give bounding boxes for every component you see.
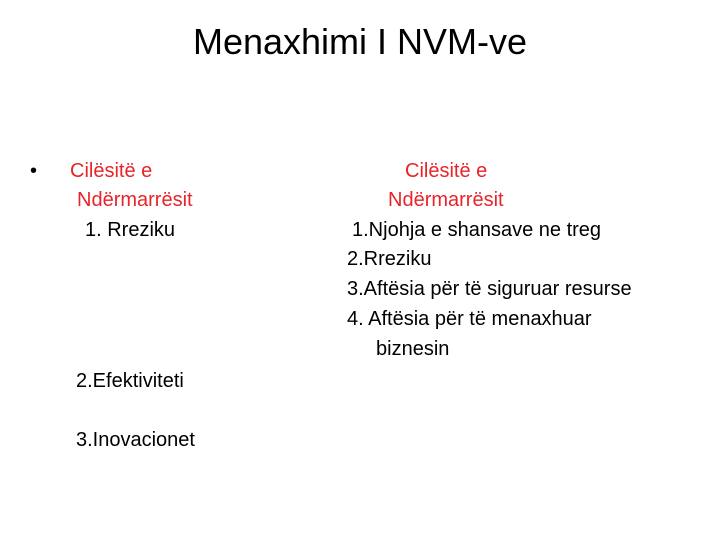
right-heading-line2: Ndërmarrësit	[388, 189, 504, 211]
left-item-1: 1. Rreziku	[85, 219, 176, 241]
left-item-2: 2.Efektiviteti	[76, 370, 184, 392]
left-heading-line1: Cilësitë e	[70, 160, 153, 182]
bullet-dot-icon: •	[30, 160, 38, 182]
right-item-4-continued: biznesin	[376, 338, 450, 360]
slide-title: Menaxhimi I NVM-ve	[192, 21, 528, 62]
right-item-3: 3.Aftësia për të siguruar resurse	[347, 278, 632, 300]
left-item-3: 3.Inovacionet	[76, 429, 195, 451]
left-heading-line2: Ndërmarrësit	[77, 189, 193, 211]
right-heading-line1: Cilësitë e	[405, 160, 488, 182]
right-item-2: 2.Rreziku	[347, 248, 432, 270]
right-item-4: 4. Aftësia për të menaxhuar	[347, 308, 592, 330]
right-item-1: 1.Njohja e shansave ne treg	[352, 219, 602, 241]
